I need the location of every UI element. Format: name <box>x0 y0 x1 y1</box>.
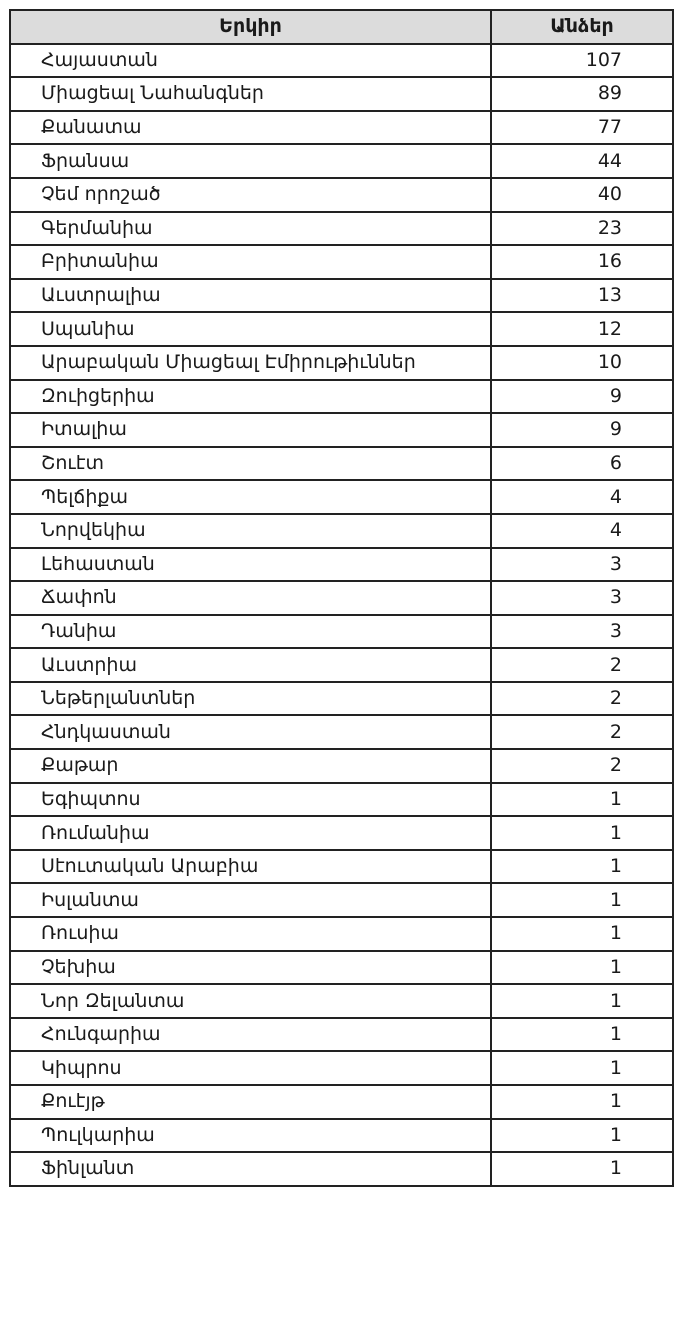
count-cell: 1 <box>491 1051 673 1085</box>
country-name-cell: Դանիա <box>10 615 491 649</box>
table-row <box>10 413 673 447</box>
country-name-cell: Բրիտանիա <box>10 245 491 279</box>
table-row <box>10 178 673 212</box>
table-row <box>10 648 673 682</box>
count-cell: 89 <box>491 77 673 111</box>
country-name-cell: Ճափոն <box>10 581 491 615</box>
country-name-cell: Գերմանիա <box>10 212 491 246</box>
country-name-cell: Սպանիա <box>10 312 491 346</box>
table-row <box>10 581 673 615</box>
country-name-cell: Ֆինլանտ <box>10 1152 491 1186</box>
table-row <box>10 1152 673 1186</box>
table-row <box>10 77 673 111</box>
count-cell: 23 <box>491 212 673 246</box>
count-cell: 4 <box>491 514 673 548</box>
country-name-cell: Քուէյթ <box>10 1085 491 1119</box>
table-row <box>10 245 673 279</box>
count-cell: 107 <box>491 44 673 78</box>
table-row <box>10 1085 673 1119</box>
table-header-row <box>10 10 673 44</box>
count-cell: 16 <box>491 245 673 279</box>
count-cell: 2 <box>491 749 673 783</box>
country-table-wrapper <box>9 9 672 1187</box>
table-row <box>10 615 673 649</box>
country-count-table <box>9 9 674 1187</box>
count-cell: 6 <box>491 447 673 481</box>
count-cell: 1 <box>491 951 673 985</box>
count-cell: 9 <box>491 380 673 414</box>
country-name-cell: Պելճիքա <box>10 480 491 514</box>
count-cell: 1 <box>491 1085 673 1119</box>
table-row <box>10 346 673 380</box>
table-row <box>10 312 673 346</box>
country-name-cell: Լեհաստան <box>10 548 491 582</box>
country-name-cell: Նեթերլանտներ <box>10 682 491 716</box>
count-cell: 3 <box>491 615 673 649</box>
table-row <box>10 951 673 985</box>
country-name-cell: Հնդկաստան <box>10 715 491 749</box>
country-name-cell: Չեմ որոշած <box>10 178 491 212</box>
country-name-cell: Միացեալ Նահանգներ <box>10 77 491 111</box>
table-row <box>10 1119 673 1153</box>
count-cell: 4 <box>491 480 673 514</box>
count-cell: 13 <box>491 279 673 313</box>
table-row <box>10 1018 673 1052</box>
table-body <box>10 44 673 1186</box>
country-name-cell: Քանատա <box>10 111 491 145</box>
count-cell: 1 <box>491 1018 673 1052</box>
count-cell: 10 <box>491 346 673 380</box>
table-row <box>10 380 673 414</box>
table-row <box>10 44 673 78</box>
country-name-cell: Սէուտական Արաբիա <box>10 850 491 884</box>
table-row <box>10 144 673 178</box>
country-name-cell: Արաբական Միացեալ Էմիրութիւններ <box>10 346 491 380</box>
count-cell: 1 <box>491 1119 673 1153</box>
table-row <box>10 984 673 1018</box>
count-cell: 12 <box>491 312 673 346</box>
count-cell: 2 <box>491 682 673 716</box>
table-row <box>10 816 673 850</box>
count-cell: 2 <box>491 715 673 749</box>
table-row <box>10 480 673 514</box>
count-cell: 1 <box>491 917 673 951</box>
table-row <box>10 749 673 783</box>
country-name-cell: Զուիցերիա <box>10 380 491 414</box>
table-row <box>10 883 673 917</box>
country-name-cell: Հայաստան <box>10 44 491 78</box>
country-name-cell: Իտալիա <box>10 413 491 447</box>
country-name-cell: Չեխիա <box>10 951 491 985</box>
country-name-cell: Եգիպտոս <box>10 783 491 817</box>
country-name-cell: Պուլկարիա <box>10 1119 491 1153</box>
country-name-cell: Նորվեկիա <box>10 514 491 548</box>
count-cell: 40 <box>491 178 673 212</box>
country-name-cell: Աւստրիա <box>10 648 491 682</box>
table-row <box>10 850 673 884</box>
table-row <box>10 1051 673 1085</box>
country-name-cell: Կիպրոս <box>10 1051 491 1085</box>
country-name-cell: Իսլանտա <box>10 883 491 917</box>
count-cell: 1 <box>491 984 673 1018</box>
count-cell: 3 <box>491 548 673 582</box>
count-cell: 1 <box>491 883 673 917</box>
table-row <box>10 514 673 548</box>
table-row <box>10 279 673 313</box>
country-name-cell: Ռումանիա <box>10 816 491 850</box>
country-name-cell: Քաթար <box>10 749 491 783</box>
count-cell: 77 <box>491 111 673 145</box>
count-cell: 1 <box>491 816 673 850</box>
header-country: Երկիր <box>10 10 491 44</box>
table-row <box>10 548 673 582</box>
count-cell: 9 <box>491 413 673 447</box>
count-cell: 1 <box>491 1152 673 1186</box>
table-row <box>10 715 673 749</box>
table-row <box>10 212 673 246</box>
table-row <box>10 917 673 951</box>
header-count: Անձեր <box>491 10 673 44</box>
table-row <box>10 783 673 817</box>
table-row <box>10 447 673 481</box>
count-cell: 2 <box>491 648 673 682</box>
country-name-cell: Շուէտ <box>10 447 491 481</box>
country-name-cell: Ռուսիա <box>10 917 491 951</box>
count-cell: 1 <box>491 850 673 884</box>
count-cell: 3 <box>491 581 673 615</box>
count-cell: 1 <box>491 783 673 817</box>
table-row <box>10 111 673 145</box>
country-name-cell: Ֆրանսա <box>10 144 491 178</box>
table-row <box>10 682 673 716</box>
country-name-cell: Աւստրալիա <box>10 279 491 313</box>
count-cell: 44 <box>491 144 673 178</box>
country-name-cell: Հունգարիա <box>10 1018 491 1052</box>
country-name-cell: Նոր Զելանտա <box>10 984 491 1018</box>
